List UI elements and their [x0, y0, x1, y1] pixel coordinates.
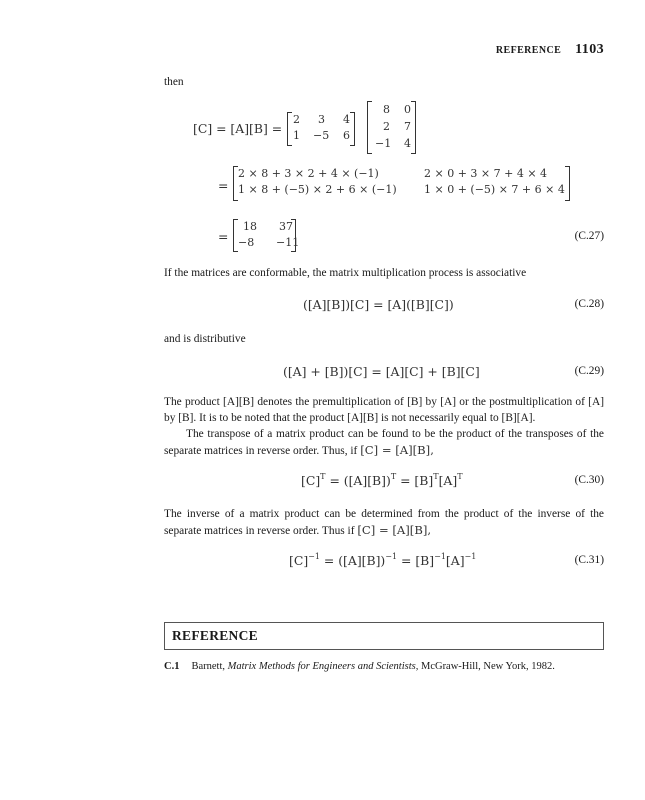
transpose-text: The transpose of a matrix product can be found to be the product of the transposes of the separate matrices in reverse order. Thus, if	[164, 428, 604, 457]
matrix-b-cell: 2	[383, 120, 390, 133]
equation-c28: ([A][B])[C] = [A]([B][C])	[303, 297, 454, 312]
equation-c31	[289, 553, 476, 568]
running-header	[496, 42, 604, 58]
transpose-condition: [C] = [A][B],	[360, 443, 434, 457]
matrix-result-cell: 37	[279, 220, 293, 233]
c30-sup: T	[320, 472, 326, 481]
matrix-result-cell: −8	[238, 236, 255, 249]
matrix-a-cell: −5	[313, 129, 330, 142]
equation-number-c29: (C.29)	[574, 365, 604, 377]
matrix-expanded-cell: 1 × 8 + (−5) × 2 + 6 × (−1)	[238, 183, 397, 196]
matrix-b-cell: 8	[383, 103, 390, 116]
reference-publisher: McGraw-Hill, New York, 1982.	[420, 661, 555, 672]
reference-author: Barnett,	[191, 661, 225, 672]
matrix-a-cell: 1	[293, 129, 300, 142]
c30-part: [C]	[301, 473, 321, 488]
c31-sup: −1	[434, 552, 446, 561]
matrix-b-right-bracket	[411, 101, 416, 154]
c31-part: [A]	[445, 553, 465, 568]
c30-sup: T	[433, 472, 439, 481]
product-paragraph: The product [A][B] denotes the premultiplication of [B] by [A] or the postmultiplication of [A] by [B]. It is to be noted that the product [A][B] is not necessarily equal to [B][A].	[164, 396, 604, 424]
c31-sup: −1	[464, 552, 477, 561]
matrix-b-left-bracket	[367, 101, 372, 154]
associative-text: If the matrices are conformable, the matrix multiplication process is associative	[164, 267, 527, 279]
matrix-a-cell: 6	[343, 129, 350, 142]
equation-number-c27: (C.27)	[574, 230, 604, 242]
inverse-paragraph	[164, 506, 604, 539]
eq-sign-expanded: =	[218, 178, 229, 193]
equation-number-c28: (C.28)	[574, 298, 604, 310]
equation-number-c31: (C.31)	[574, 554, 604, 566]
page-number: 1103	[575, 42, 604, 57]
matrix-expanded-right-bracket	[565, 166, 570, 201]
c31-sup: −1	[308, 552, 320, 561]
c30-part: = ([A][B])	[325, 473, 391, 488]
matrix-b-cell: −1	[375, 137, 392, 150]
c30-sup: T	[390, 472, 397, 481]
inverse-condition: [C] = [A][B],	[357, 523, 432, 537]
equation-number-c30: (C.30)	[574, 474, 604, 486]
running-head: REFERENCE	[495, 45, 562, 56]
inverse-text: The inverse of a matrix product can be determined from the product of the inverse of the separate matrices in reverse order. Thus if	[164, 508, 604, 537]
reference-title: Matrix Methods for Engineers and Scientists,	[227, 661, 419, 672]
matrix-expanded-cell: 2 × 8 + 3 × 2 + 4 × (−1)	[238, 167, 379, 180]
c30-sup: T	[457, 472, 463, 481]
equation-c30	[301, 473, 463, 488]
matrix-b-cell: 4	[404, 137, 411, 150]
c30-part: = [B]	[396, 473, 434, 488]
c31-part: = ([A][B])	[319, 553, 386, 568]
reference-id: C.1	[164, 661, 180, 672]
c30-part: [A]	[438, 473, 458, 488]
then-text: then	[164, 76, 184, 88]
matrix-b-cell: 0	[404, 103, 411, 116]
distributive-text: and is distributive	[164, 333, 246, 345]
transpose-paragraph	[164, 426, 604, 459]
matrix-a-cell: 3	[318, 113, 325, 126]
matrix-b-cell: 7	[404, 120, 411, 133]
matrix-lhs: [C] = [A][B] =	[193, 121, 283, 136]
matrix-a-cell: 2	[293, 113, 300, 126]
eq-sign-result: =	[218, 229, 229, 244]
matrix-result-right-bracket	[291, 219, 296, 252]
reference-heading: REFERENCE	[172, 628, 258, 643]
matrix-expanded-cell: 1 × 0 + (−5) × 7 + 6 × 4	[424, 183, 565, 196]
c31-sup: −1	[385, 552, 398, 561]
matrix-a-left-bracket	[287, 112, 292, 146]
c31-part: [C]	[289, 553, 309, 568]
matrix-result-cell: 18	[243, 220, 257, 233]
reference-entry	[164, 661, 555, 672]
reference-heading-box	[164, 622, 604, 650]
equation-c29: ([A] + [B])[C] = [A][C] + [B][C]	[283, 364, 480, 379]
matrix-a-right-bracket	[350, 112, 355, 146]
matrix-result-cell: −11	[276, 236, 300, 249]
matrix-expanded-cell: 2 × 0 + 3 × 7 + 4 × 4	[424, 167, 548, 180]
matrix-a-cell: 4	[343, 113, 350, 126]
c31-part: = [B]	[397, 553, 435, 568]
